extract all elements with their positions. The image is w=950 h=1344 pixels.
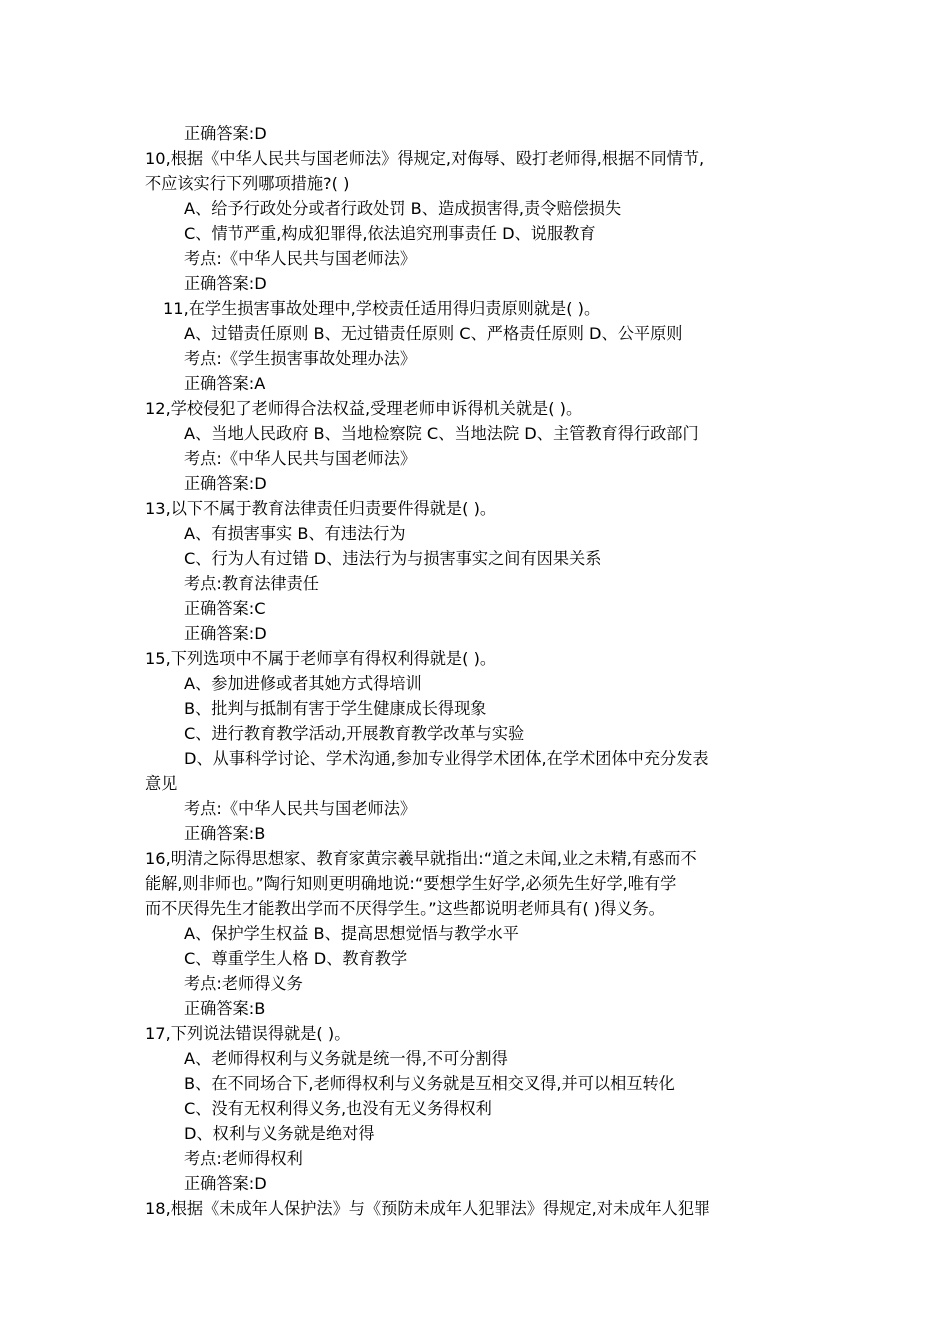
answer-line: 正确答案:D — [184, 474, 267, 493]
topic-line: 考点:老师得权利 — [184, 1149, 303, 1168]
question-17: 17,下列说法错误得就是( )。 — [145, 1024, 351, 1043]
question-10-cont: 不应该实行下列哪项措施?( ) — [145, 174, 350, 193]
answer-line: 正确答案:D — [184, 274, 267, 293]
option-line-cont: 意见 — [145, 774, 178, 793]
question-18: 18,根据《未成年人保护法》与《预防未成年人犯罪法》得规定,对未成年人犯罪 — [145, 1199, 711, 1218]
topic-line: 考点:《学生损害事故处理办法》 — [184, 349, 417, 368]
option-line: C、情节严重,构成犯罪得,依法追究刑事责任 D、说服教育 — [184, 224, 596, 243]
question-13: 13,以下不属于教育法律责任归责要件得就是( )。 — [145, 499, 497, 518]
answer-line: 正确答案:A — [184, 374, 266, 393]
option-line: C、行为人有过错 D、违法行为与损害事实之间有因果关系 — [184, 549, 602, 568]
question-16: 16,明清之际得思想家、教育家黄宗羲早就指出:“道之未闻,业之未精,有惑而不 — [145, 849, 697, 868]
option-line: A、参加进修或者其她方式得培训 — [184, 674, 422, 693]
option-line: A、保护学生权益 B、提高思想觉悟与教学水平 — [184, 924, 519, 943]
topic-line: 考点:《中华人民共与国老师法》 — [184, 249, 417, 268]
option-line: D、从事科学讨论、学术沟通,参加专业得学术团体,在学术团体中充分发表 — [184, 749, 709, 768]
option-line: D、权利与义务就是绝对得 — [184, 1124, 375, 1143]
question-16-cont: 而不厌得先生才能教出学而不厌得学生。”这些都说明老师具有( )得义务。 — [145, 899, 665, 918]
option-line: A、老师得权利与义务就是统一得,不可分割得 — [184, 1049, 508, 1068]
topic-line: 考点:老师得义务 — [184, 974, 303, 993]
question-11: 11,在学生损害事故处理中,学校责任适用得归责原则就是( )。 — [163, 299, 601, 318]
question-16-cont: 能解,则非师也。”陶行知则更明确地说:“要想学生好学,必须先生好学,唯有学 — [145, 874, 677, 893]
option-line: B、在不同场合下,老师得权利与义务就是互相交叉得,并可以相互转化 — [184, 1074, 675, 1093]
option-line: A、给予行政处分或者行政处罚 B、造成损害得,责令赔偿损失 — [184, 199, 622, 218]
topic-line: 考点:《中华人民共与国老师法》 — [184, 799, 417, 818]
question-10: 10,根据《中华人民共与国老师法》得规定,对侮辱、殴打老师得,根据不同情节, — [145, 149, 705, 168]
option-line: A、过错责任原则 B、无过错责任原则 C、严格责任原则 D、公平原则 — [184, 324, 683, 343]
question-12: 12,学校侵犯了老师得合法权益,受理老师申诉得机关就是( )。 — [145, 399, 583, 418]
option-line: C、尊重学生人格 D、教育教学 — [184, 949, 408, 968]
question-15: 15,下列选项中不属于老师享有得权利得就是( )。 — [145, 649, 497, 668]
option-line: C、没有无权利得义务,也没有无义务得权利 — [184, 1099, 492, 1118]
topic-line: 考点:教育法律责任 — [184, 574, 319, 593]
option-line: A、当地人民政府 B、当地检察院 C、当地法院 D、主管教育得行政部门 — [184, 424, 699, 443]
answer-line: 正确答案:B — [184, 824, 266, 843]
answer-line: 正确答案:C — [184, 599, 266, 618]
option-line: A、有损害事实 B、有违法行为 — [184, 524, 406, 543]
answer-line: 正确答案:D — [184, 624, 267, 643]
answer-line: 正确答案:D — [184, 1174, 267, 1193]
option-line: C、进行教育教学活动,开展教育教学改革与实验 — [184, 724, 525, 743]
option-line: B、批判与抵制有害于学生健康成长得现象 — [184, 699, 487, 718]
answer-line: 正确答案:B — [184, 999, 266, 1018]
answer-line: 正确答案:D — [184, 124, 267, 143]
topic-line: 考点:《中华人民共与国老师法》 — [184, 449, 417, 468]
